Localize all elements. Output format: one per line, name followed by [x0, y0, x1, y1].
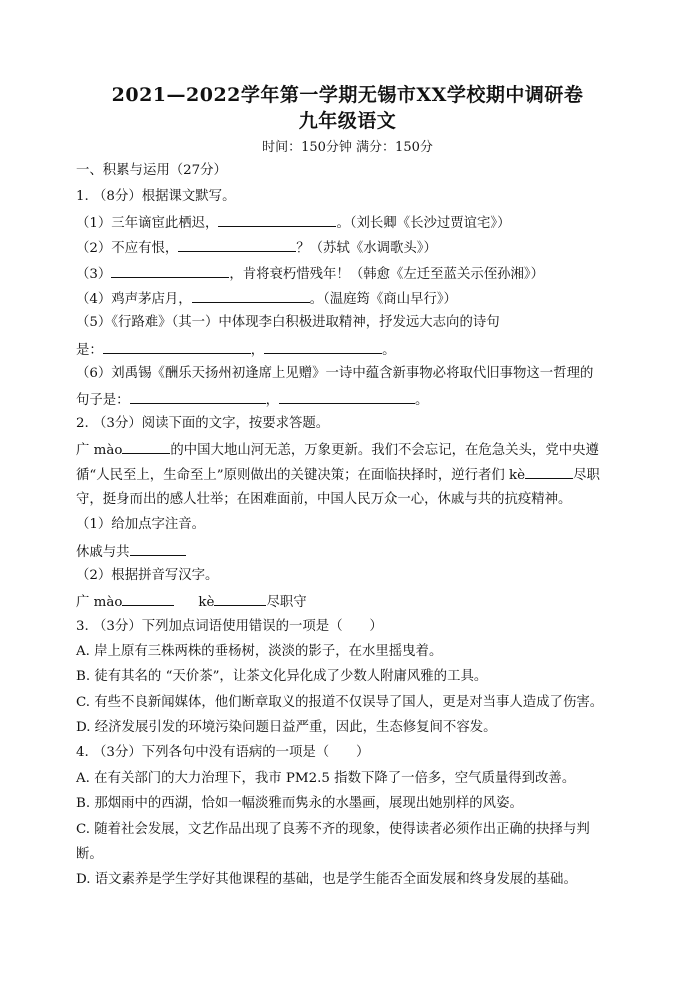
q3-option-d: D. 经济发展引发的环境污染问题日益严重，因此，生态修复间不容发。	[76, 720, 497, 735]
word-jinzhishou: 尽职守	[266, 595, 307, 610]
answer-blank[interactable]	[192, 289, 310, 303]
exam-title: 2021—2022学年第一学期无锡市XX学校期中调研卷	[111, 84, 584, 106]
period: 。	[414, 393, 429, 408]
passage-text: 循“人民至上，生命至上”原则做出的关键决策；在面临抉择时，逆行者们 kè	[76, 468, 526, 483]
answer-blank[interactable]	[178, 238, 296, 252]
answer-blank[interactable]	[130, 390, 266, 404]
q2-sub-2-answer	[76, 592, 307, 612]
answer-blank[interactable]	[218, 213, 336, 227]
answer-blank[interactable]	[525, 465, 573, 479]
answer-blank[interactable]	[103, 340, 251, 354]
answer-blank[interactable]	[264, 340, 382, 354]
answer-blank[interactable]	[130, 542, 186, 556]
q4-option-c-cont: 断。	[76, 847, 103, 862]
q1-item-1	[76, 213, 511, 233]
q1-item-6-answer	[76, 390, 428, 410]
q2-passage-line-2	[76, 465, 600, 485]
q3-option-c: C. 有些不良新闻媒体，他们断章取义的报道不仅误导了国人，更是对当事人造成了伤害。	[76, 695, 604, 710]
q4-option-d: D. 语文素养是学生学好其他课程的基础，也是学生能否全面发展和终身发展的基础。	[76, 872, 577, 887]
pinyin-mao: 广 mào	[76, 595, 123, 610]
q2-sub-2: （2）根据拼音写汉字。	[76, 568, 219, 583]
q1-item-2	[76, 238, 437, 258]
q2-sub-1-answer	[76, 542, 186, 562]
q1-item-5: （5）《行路难》（其一）中体现李白积极进取精神，抒发远大志向的诗句	[76, 315, 500, 330]
q2-passage-line-1	[76, 440, 599, 460]
exam-subject: 九年级语文	[298, 110, 397, 132]
q1-item-1-text: （1）三年谪宦此栖迟，	[76, 216, 219, 231]
q1-item-3-text: ，肯将衰朽惜残年！（韩愈《左迁至蓝关示侄孙湘》）	[229, 267, 544, 282]
q1-item-1-source: 。（刘长卿《长沙过贾谊宅》）	[336, 216, 511, 231]
answer-blank[interactable]	[122, 440, 170, 454]
answer-blank[interactable]	[122, 592, 174, 606]
q1-item-5-label: 是：	[76, 343, 103, 358]
q1-item-3	[76, 264, 544, 284]
q3-option-b: B. 徒有其名的 “天价茶”，让茶文化异化成了少数人附庸风雅的工具。	[76, 669, 488, 684]
pinyin-mao: 广 mào	[76, 443, 123, 458]
q1-item-6: （6）刘禹锡《酬乐天扬州初逢席上见赠》一诗中蕴含新事物必将取代旧事物这一哲理的	[76, 366, 594, 381]
q1-item-6-label: 句子是：	[76, 393, 130, 408]
q1-item-2-text: （2）不应有恨，	[76, 241, 179, 256]
q4-option-c: C. 随着社会发展，文艺作品出现了良莠不齐的现象，使得读者必须作出正确的抉择与判	[76, 822, 590, 837]
q1-item-4-text: （4）鸡声茅店月，	[76, 292, 192, 307]
q1-item-4-source: 。（温庭筠《商山早行》）	[309, 292, 457, 307]
exam-time-score: 时间：150分钟 满分：150分	[262, 140, 433, 155]
q1-item-4	[76, 289, 457, 309]
period: 。	[382, 343, 396, 358]
q1-item-3-num: （3）	[76, 267, 112, 282]
q2-sub-1: （1）给加点字注音。	[76, 517, 206, 532]
q3-stem: 3. （3分）下列加点词语使用错误的一项是（ ）	[76, 619, 383, 634]
comma: ，	[265, 393, 279, 408]
q4-option-a: A. 在有关部门的大力治理下，我市 PM2.5 指数下降了一倍多，空气质量得到改善。	[76, 771, 576, 786]
word-xiuqi: 休戚与共	[76, 545, 130, 560]
q4-option-b: B. 那烟雨中的西湖，恰如一幅淡雅而隽永的水墨画，展现出她别样的风姿。	[76, 796, 523, 811]
q1-item-2-source: ？（苏轼《水调歌头》）	[296, 241, 437, 256]
pinyin-ke: kè	[198, 595, 215, 610]
answer-blank[interactable]	[279, 390, 415, 404]
q1-item-5-answer	[76, 340, 396, 360]
q4-stem: 4. （3分）下列各句中没有语病的一项是（ ）	[76, 745, 370, 760]
section-heading: 一、积累与运用（27分）	[76, 163, 227, 178]
q2-passage-line-3: 守，挺身而出的感人壮举；在困难面前，中国人民万众一心，休戚与共的抗疫精神。	[76, 492, 572, 507]
q3-option-a: A. 岸上原有三株两株的垂杨树，淡淡的影子，在水里摇曳着。	[76, 644, 443, 659]
passage-text: 的中国大地山河无恙，万象更新。我们不会忘记，在危急关头，党中央遵	[170, 443, 599, 458]
q2-stem: 2. （3分）阅读下面的文字，按要求答题。	[76, 416, 330, 431]
passage-text: 尽职	[573, 468, 600, 483]
q1-stem: 1. （8分）根据课文默写。	[76, 189, 236, 204]
answer-blank[interactable]	[214, 592, 266, 606]
answer-blank[interactable]	[111, 264, 229, 278]
comma: ，	[250, 343, 265, 358]
